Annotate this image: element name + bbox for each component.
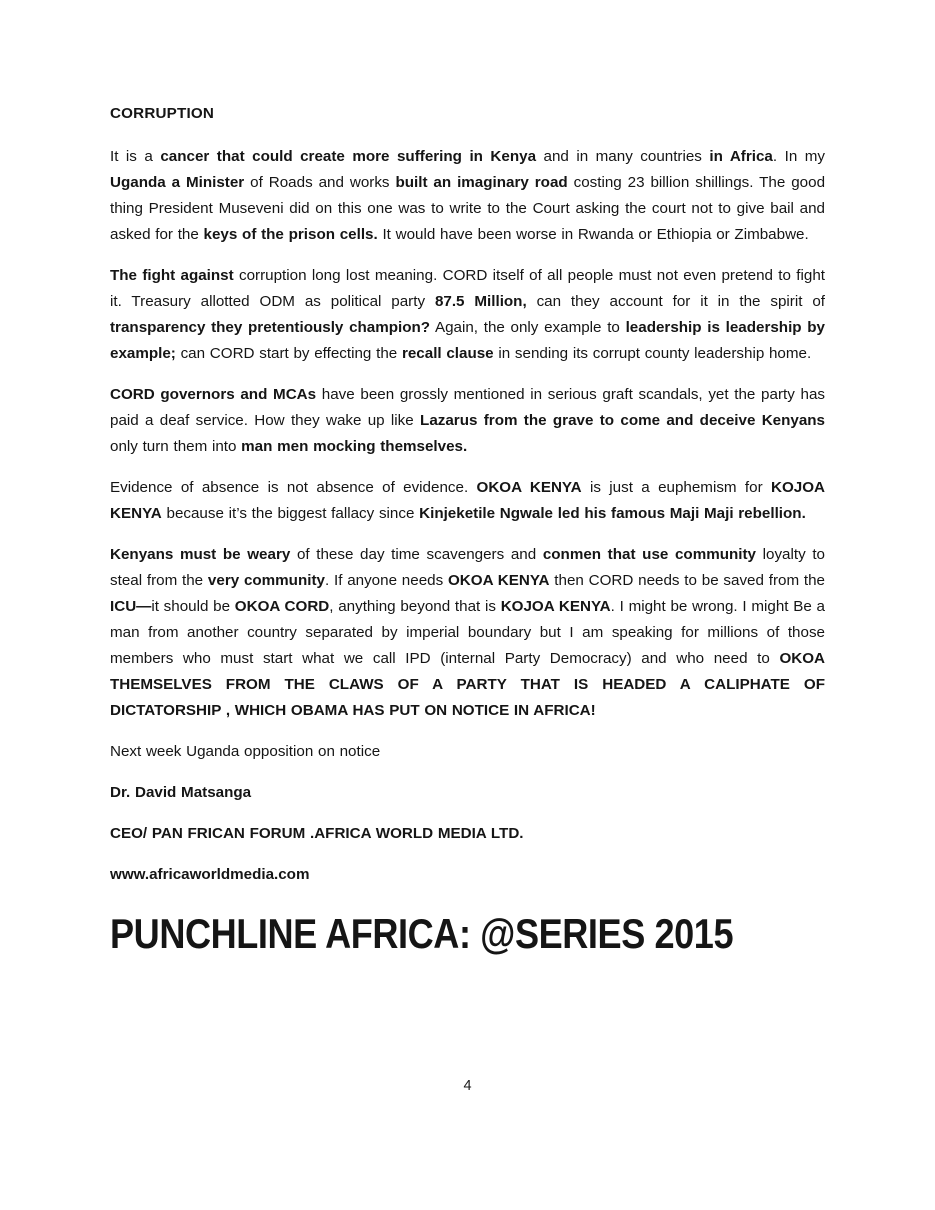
bold-text-run: in Africa (709, 148, 773, 165)
series-heading: PUNCHLINE AFRICA: @SERIES 2015 (110, 910, 734, 957)
text-run: , anything beyond that is (329, 598, 501, 615)
bold-text-run: Lazarus from the grave to come and deceive Kenyans (420, 412, 826, 429)
document-body (110, 144, 825, 888)
bold-text-run: Uganda a Minister (110, 174, 245, 191)
text-run: of these day time scavengers and (290, 546, 543, 563)
text-run: . I might be wrong. I might Be a man from another country separated by imperial boundary but I am speaking for millions of those members who must start what we call IPD (internal Party Democracy) and who need to (110, 598, 825, 667)
bold-text-run: 87.5 Million, (434, 293, 527, 310)
bold-text-run: man men mocking themselves. (241, 438, 468, 455)
text-run: of Roads and works (244, 174, 396, 191)
text-run: can they account for it in the spirit of (526, 293, 825, 310)
bold-text-run: built an imaginary road (395, 174, 568, 191)
text-run: It is a (110, 148, 161, 165)
text-run: Evidence of absence is not absence of evidence. (110, 479, 477, 496)
bold-text-run: cancer that could create more suffering in Kenya (160, 148, 537, 165)
bold-text-run: transparency they pretentiously champion? (110, 319, 431, 336)
bold-text-run: Kinjeketile Ngwale led his famous Maji Maji rebellion. (419, 505, 806, 522)
bold-text-run: OKOA KENYA (447, 572, 550, 589)
bold-text-run: KOJOA KENYA (500, 598, 611, 615)
paragraph (110, 739, 825, 765)
text-run: corruption long lost meaning. CORD itself of all people must not even pretend to fight it. Treasury allotted ODM as political party (110, 267, 825, 310)
text-run: in sending its corrupt county leadership home. (493, 345, 812, 362)
text-run: It would have been worse in Rwanda or Ethiopia or Zimbabwe. (377, 226, 809, 243)
bold-text-run: recall clause (401, 345, 494, 362)
text-run: . If anyone needs (324, 572, 448, 589)
text-run: loyalty to steal from the (110, 546, 825, 589)
text-run: because it’s the biggest fallacy since (161, 505, 420, 522)
page-number: 4 (463, 1078, 472, 1094)
bold-text-run: very community (207, 572, 325, 589)
paragraph (110, 821, 825, 847)
text-run: costing 23 billion shillings. The good thing President Museveni did on this one was to write to the Court asking the court not to give bail and asked for the (110, 174, 826, 243)
bold-text-run: www.africaworldmedia.com (110, 866, 310, 883)
paragraph (110, 382, 825, 460)
text-run: . In my (772, 148, 826, 165)
bold-text-run: The fight against (110, 267, 234, 284)
text-run: Again, the only example to (430, 319, 626, 336)
text-run: is just a euphemism for (581, 479, 771, 496)
text-run: have been grossly mentioned in serious graft scandals, yet the party has paid a deaf service. How they wake up like (110, 386, 825, 429)
bold-text-run: Kenyans must be weary (110, 546, 291, 563)
paragraph (110, 263, 825, 367)
text-run: and in many countries (536, 148, 710, 165)
bold-text-run: leadership is leadership by example; (110, 319, 826, 362)
paragraph (110, 144, 825, 248)
text-run: it should be (151, 598, 235, 615)
bold-text-run: Dr. David Matsanga (110, 784, 252, 801)
bold-text-run: OKOA THEMSELVES FROM THE CLAWS OF A PARTY THAT IS HEADED A CALIPHATE OF DICTATORSHIP , WHICH OBAMA HAS PUT ON NOTICE IN AFRICA! (110, 650, 825, 719)
text-run: can CORD start by effecting the (175, 345, 402, 362)
paragraph (110, 862, 825, 888)
bold-text-run: CEO/ PAN FRICAN FORUM .AFRICA WORLD MEDIA LTD. (110, 825, 524, 842)
paragraph (110, 780, 825, 806)
bold-text-run: OKOA KENYA (476, 479, 582, 496)
bold-text-run: OKOA CORD (234, 598, 330, 615)
section-heading: CORRUPTION (110, 105, 215, 122)
paragraph (110, 542, 825, 724)
bold-text-run: KOJOA KENYA (110, 479, 825, 522)
paragraph (110, 475, 825, 527)
text-run: then CORD needs to be saved from the (549, 572, 826, 589)
bold-text-run: CORD governors and MCAs (110, 386, 317, 403)
bold-text-run: conmen that use community (542, 546, 756, 563)
bold-text-run: ICU— (110, 598, 152, 615)
bold-text-run: keys of the prison cells. (203, 226, 378, 243)
text-run: Next week Uganda opposition on notice (110, 743, 381, 760)
text-run: only turn them into (110, 438, 242, 455)
